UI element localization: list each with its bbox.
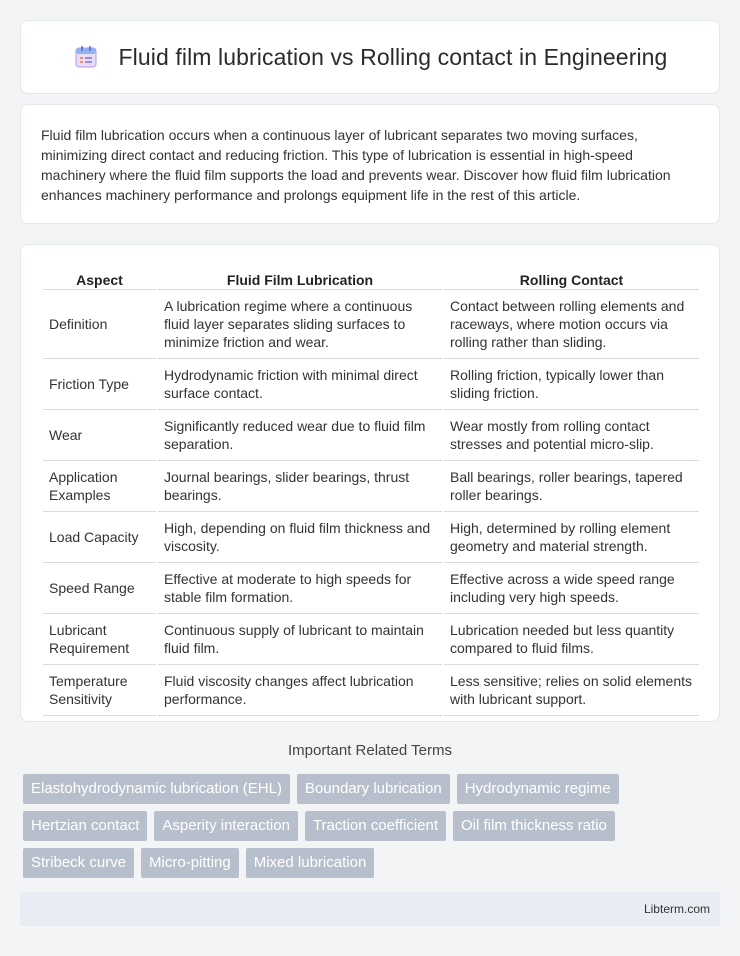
- calendar-list-icon: [73, 44, 99, 70]
- page-title: Fluid film lubrication vs Rolling contact in Engineering: [118, 43, 668, 70]
- fluid-film-cell: Journal bearings, slider bearings, thrust bearings.: [158, 461, 442, 512]
- fluid-film-cell: Fluid viscosity changes affect lubrication performance.: [158, 665, 442, 716]
- table-row: [43, 563, 699, 614]
- rolling-contact-cell: Rolling friction, typically lower than sliding friction.: [444, 359, 699, 410]
- tag-row: [23, 774, 723, 811]
- comparison-card: [20, 244, 720, 722]
- related-term-tag[interactable]: Asperity interaction: [154, 811, 298, 841]
- fluid-film-cell: Significantly reduced wear due to fluid film separation.: [158, 410, 442, 461]
- rolling-contact-cell: Contact between rolling elements and raceways, where motion occurs via rolling rather than sliding.: [444, 290, 699, 359]
- aspect-cell: Friction Type: [43, 359, 156, 410]
- header-aspect: Aspect: [43, 263, 156, 290]
- related-term-tag[interactable]: Micro-pitting: [141, 848, 239, 878]
- title-card: [20, 20, 720, 94]
- table-row: [43, 665, 699, 716]
- aspect-cell: Temperature Sensitivity: [43, 665, 156, 716]
- related-terms-list: [23, 774, 723, 885]
- table-header-row: [43, 263, 699, 290]
- table-row: [43, 410, 699, 461]
- comparison-table: [41, 263, 701, 716]
- related-term-tag[interactable]: Mixed lubrication: [246, 848, 375, 878]
- table-row: [43, 359, 699, 410]
- tag-row: [23, 811, 723, 848]
- related-term-tag[interactable]: Hydrodynamic regime: [457, 774, 619, 804]
- intro-text: Fluid film lubrication occurs when a continuous layer of lubricant separates two moving surfaces, minimizing direct contact and reducing friction. This type of lubrication is essential in high-speed machinery where the fluid film supports the load and prevents wear. Discover how fluid film lubrication enhances machinery performance and prolongs equipment life in the rest of this article.: [41, 127, 671, 203]
- aspect-cell: Application Examples: [43, 461, 156, 512]
- rolling-contact-cell: Ball bearings, roller bearings, tapered roller bearings.: [444, 461, 699, 512]
- aspect-cell: Lubricant Requirement: [43, 614, 156, 665]
- aspect-cell: Speed Range: [43, 563, 156, 614]
- fluid-film-cell: Effective at moderate to high speeds for stable film formation.: [158, 563, 442, 614]
- header-fluid-film: Fluid Film Lubrication: [158, 263, 442, 290]
- aspect-cell: Load Capacity: [43, 512, 156, 563]
- table-row: [43, 614, 699, 665]
- related-term-tag[interactable]: Elastohydrodynamic lubrication (EHL): [23, 774, 290, 804]
- table-row: [43, 290, 699, 359]
- related-term-tag[interactable]: Boundary lubrication: [297, 774, 450, 804]
- table-row: [43, 461, 699, 512]
- rolling-contact-cell: High, determined by rolling element geometry and material strength.: [444, 512, 699, 563]
- table-row: [43, 512, 699, 563]
- rolling-contact-cell: Effective across a wide speed range including very high speeds.: [444, 563, 699, 614]
- footer: [20, 892, 720, 926]
- fluid-film-cell: Hydrodynamic friction with minimal direct surface contact.: [158, 359, 442, 410]
- rolling-contact-cell: Wear mostly from rolling contact stresses and potential micro-slip.: [444, 410, 699, 461]
- rolling-contact-cell: Lubrication needed but less quantity compared to fluid films.: [444, 614, 699, 665]
- aspect-cell: Wear: [43, 410, 156, 461]
- related-term-tag[interactable]: Hertzian contact: [23, 811, 147, 841]
- header-rolling-contact: Rolling Contact: [444, 263, 699, 290]
- intro-card: [20, 104, 720, 224]
- tag-row: [23, 848, 723, 885]
- fluid-film-cell: A lubrication regime where a continuous fluid layer separates sliding surfaces to minimize friction and wear.: [158, 290, 442, 359]
- footer-site-link[interactable]: Libterm.com: [643, 902, 710, 916]
- related-term-tag[interactable]: Stribeck curve: [23, 848, 134, 878]
- related-term-tag[interactable]: Traction coefficient: [305, 811, 446, 841]
- related-term-tag[interactable]: Oil film thickness ratio: [453, 811, 615, 841]
- fluid-film-cell: Continuous supply of lubricant to maintain fluid film.: [158, 614, 442, 665]
- fluid-film-cell: High, depending on fluid film thickness and viscosity.: [158, 512, 442, 563]
- aspect-cell: Definition: [43, 290, 156, 359]
- rolling-contact-cell: Less sensitive; relies on solid elements with lubricant support.: [444, 665, 699, 716]
- related-terms-heading: Important Related Terms: [288, 742, 452, 759]
